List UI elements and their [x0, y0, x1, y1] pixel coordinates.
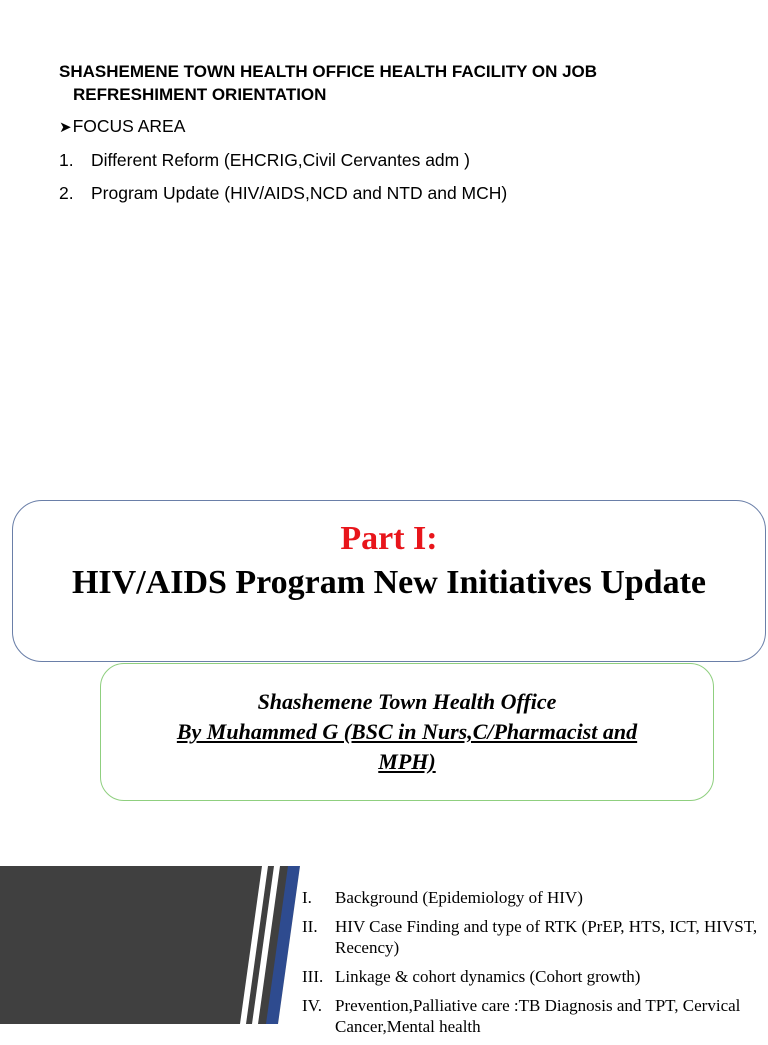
focus-area-heading: [59, 114, 759, 140]
list-item-number: III.: [302, 967, 324, 986]
list-item-number: IV.: [302, 996, 322, 1015]
list-item: [59, 181, 759, 205]
decorative-stripes: [240, 866, 310, 1024]
list-item: [302, 995, 762, 1037]
title-line-2: REFRESHIMENT ORIENTATION: [73, 85, 327, 104]
focus-list: [59, 148, 759, 205]
list-item-number: 1.: [59, 150, 74, 170]
author-byline-2: MPH): [378, 749, 436, 774]
list-item: [302, 916, 762, 958]
list-item-number: 2.: [59, 183, 74, 203]
list-item-text: Background (Epidemiology of HIV): [335, 888, 583, 907]
list-item-text: Prevention,Palliative care :TB Diagnosis and TPT, Cervical Cancer,Mental health: [335, 996, 741, 1036]
contents-list: [302, 887, 762, 1045]
author-byline-1: By Muhammed G (BSC in Nurs,C/Pharmacist and: [176, 719, 638, 744]
part-title: HIV/AIDS Program New Initiatives Update: [71, 564, 706, 601]
list-item: [302, 966, 762, 987]
list-item: [59, 148, 759, 172]
page-title: [59, 60, 759, 106]
title-line-1: SHASHEMENE TOWN HEALTH OFFICE HEALTH FACILITY ON JOB: [59, 62, 598, 81]
author-office: Shashemene Town Health Office: [257, 689, 557, 714]
focus-area-label: FOCUS AREA: [72, 116, 186, 136]
list-item-number: I.: [302, 888, 312, 907]
author-box: [100, 663, 714, 801]
list-item: [302, 887, 762, 908]
list-item-text: Linkage & cohort dynamics (Cohort growth): [335, 967, 641, 986]
list-item-text: Different Reform (EHCRIG,Civil Cervantes adm ): [91, 150, 470, 170]
list-item-text: HIV Case Finding and type of RTK (PrEP, HTS, ICT, HIVST, Recency): [335, 917, 758, 957]
list-item-text: Program Update (HIV/AIDS,NCD and NTD and MCH): [91, 183, 508, 203]
header-block: [59, 60, 759, 214]
arrow-bullet-icon: ➤: [59, 119, 72, 136]
part-label: Part I:: [340, 520, 438, 557]
part-title-box: [12, 500, 766, 662]
list-item-number: II.: [302, 917, 318, 936]
